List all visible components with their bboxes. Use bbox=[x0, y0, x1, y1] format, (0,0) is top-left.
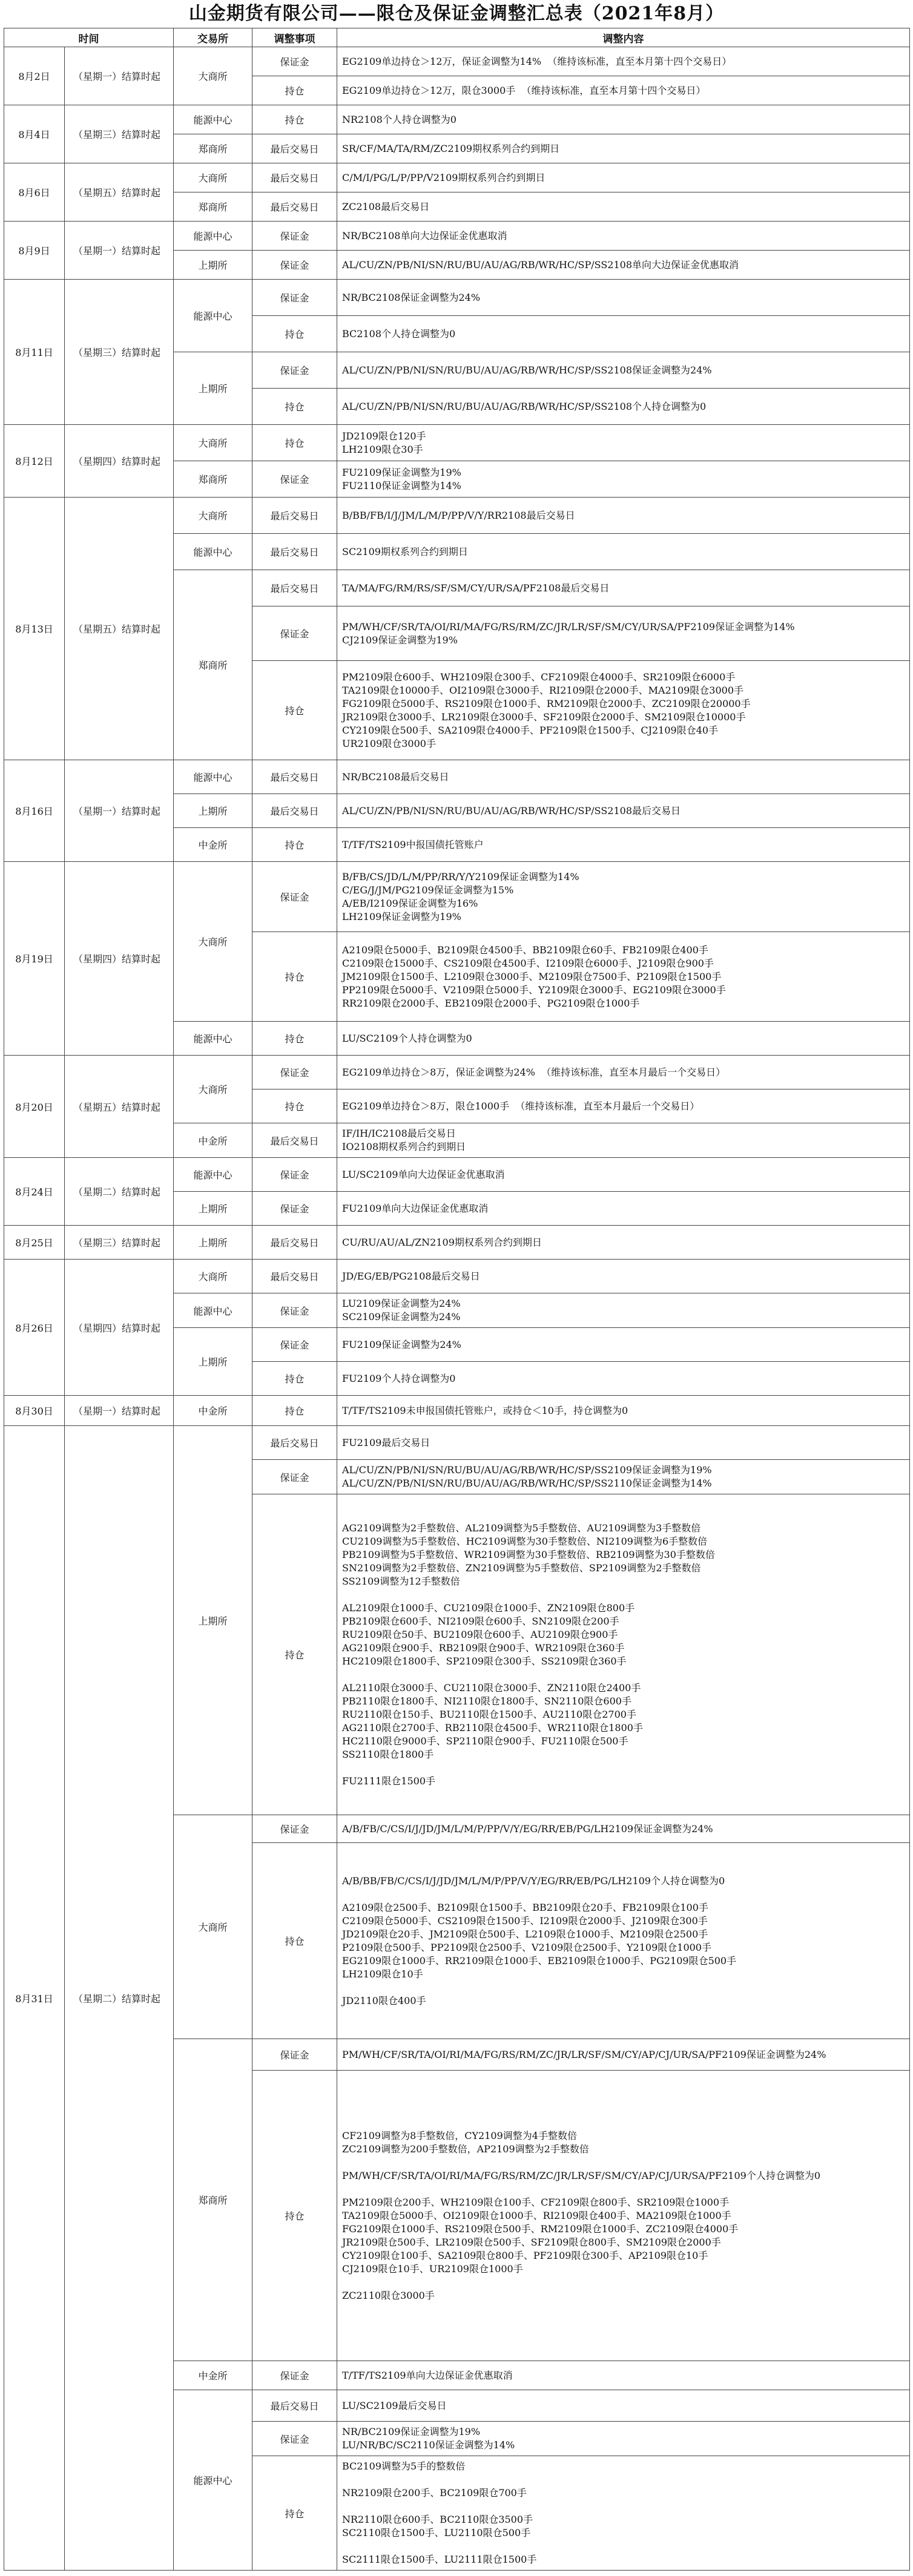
content-cell: BC2108个人持仓调整为0 bbox=[337, 316, 910, 352]
weekday-cell: （星期三）结算时起 bbox=[65, 280, 174, 425]
date-cell: 8月20日 bbox=[4, 1056, 65, 1158]
content-cell: LU2109保证金调整为24% SC2109保证金调整为24% bbox=[337, 1293, 910, 1328]
date-cell: 8月26日 bbox=[4, 1260, 65, 1396]
content-cell: A/B/FB/C/CS/I/J/JD/JM/L/M/P/PP/V/Y/EG/RR/EB/PG/LH2109保证金调整为24% bbox=[337, 1815, 910, 1843]
item-cell: 最后交易日 bbox=[252, 794, 337, 828]
content-cell: LU/SC2109个人持仓调整为0 bbox=[337, 1022, 910, 1056]
content-cell: PM/WH/CF/SR/TA/OI/RI/MA/FG/RS/RM/ZC/JR/LR/SF/SM/CY/AP/CJ/UR/SA/PF2109保证金调整为24% bbox=[337, 2039, 910, 2071]
item-cell: 持仓 bbox=[252, 105, 337, 134]
item-cell: 保证金 bbox=[252, 2039, 337, 2071]
item-cell: 持仓 bbox=[252, 316, 337, 352]
exchange-cell: 能源中心 bbox=[174, 2390, 252, 2571]
content-cell: NR/BC2108单向大边保证金优惠取消 bbox=[337, 222, 910, 251]
item-cell: 保证金 bbox=[252, 280, 337, 316]
exchange-cell: 上期所 bbox=[174, 352, 252, 425]
content-cell: NR2108个人持仓调整为0 bbox=[337, 105, 910, 134]
item-cell: 保证金 bbox=[252, 251, 337, 280]
exchange-cell: 大商所 bbox=[174, 163, 252, 192]
exchange-cell: 大商所 bbox=[174, 862, 252, 1022]
table-row bbox=[4, 1056, 910, 1089]
content-cell: NR/BC2108最后交易日 bbox=[337, 760, 910, 794]
exchange-cell: 中金所 bbox=[174, 2361, 252, 2390]
item-cell: 保证金 bbox=[252, 222, 337, 251]
content-cell: EG2109单边持仓＞8万，限仓1000手 （维持该标准，直至本月最后一个交易日） bbox=[337, 1089, 910, 1123]
content-cell: IF/IH/IC2108最后交易日 IO2108期权系列合约到期日 bbox=[337, 1123, 910, 1158]
table-row bbox=[4, 425, 910, 461]
item-cell: 保证金 bbox=[252, 1460, 337, 1494]
item-cell: 保证金 bbox=[252, 862, 337, 932]
exchange-cell: 郑商所 bbox=[174, 570, 252, 760]
header-content: 调整内容 bbox=[337, 28, 910, 47]
content-cell: SC2109期权系列合约到期日 bbox=[337, 534, 910, 570]
item-cell: 最后交易日 bbox=[252, 1426, 337, 1460]
item-cell: 保证金 bbox=[252, 352, 337, 389]
content-cell: AG2109调整为2手整数倍、AL2109调整为5手整数倍、AU2109调整为3手整数倍 CU2109调整为5手整数倍、HC2109调整为30手整数倍、NI2109调整为6手整数倍 PB2109调整为5手整数倍、WR2109调整为30手整数倍、RB2109调整为30手整数倍 SN2109调整为2手整数倍、ZN2109调整为5手整数倍、SP2109调整为2手整数倍 SS2109调整为12手整数倍 AL2109限仓1000手、CU2109限仓1000手、ZN2109限仓800手 PB2109限仓600手、NI2109限仓600手、SN2109限仓200手 RU2109限仓50手、BU2109限仓600手、AU2109限仓900手 AG2109限仓900手、RB2109限仓900手、WR2109限仓360手 HC2109限仓1800手、SP2109限仓300手、SS2109限仓360手 AL2110限仓3000手、CU2110限仓3000手、ZN2110限仓2400手 PB2110限仓1800手、NI2110限仓1800手、SN2110限仓600手 RU2110限仓150手、BU2110限仓1500手、AU2110限仓2700手 AG2110限仓2700手、RB2110限仓4500手、WR2110限仓1800手 HC2110限仓9000手、SP2110限仓900手、FU2110限仓500手 SS2110限仓1800手 FU2111限仓1500手 bbox=[337, 1494, 910, 1815]
table-row bbox=[4, 1260, 910, 1293]
item-cell: 最后交易日 bbox=[252, 1260, 337, 1293]
table-row bbox=[4, 222, 910, 251]
header-time: 时间 bbox=[4, 28, 174, 47]
item-cell: 保证金 bbox=[252, 1328, 337, 1362]
content-cell: CF2109调整为8手整数倍，CY2109调整为4手整数倍 ZC2109调整为200手整数倍，AP2109调整为2手整数倍 PM/WH/CF/SR/TA/OI/RI/MA/FG/RS/RM/ZC/JR/LR/SF/SM/CY/AP/CJ/UR/SA/PF2109个人持仓调整为0 PM2109限仓200手、WH2109限仓100手、CF2109限仓800手、SR2109限仓1000手 TA2109限仓5000手、OI2109限仓1000手、RI2109限仓400手、MA2109限仓1000手 FG2109限仓1000手、RS2109限仓500手、RM2109限仓1000手、ZC2109限仓4000手 JR2109限仓500手、LR2109限仓500手、SF2109限仓800手、SM2109限仓2000手 CY2109限仓100手、SA2109限仓800手、PF2109限仓300手、AP2109限仓10手 CJ2109限仓10手、UR2109限仓1000手 ZC2110限仓3000手 bbox=[337, 2071, 910, 2361]
content-cell: A/B/BB/FB/C/CS/I/J/JD/JM/L/M/P/PP/V/Y/EG/RR/EB/PG/LH2109个人持仓调整为0 A2109限仓2500手、B2109限仓1500手、BB2109限仓20手、FB2109限仓100手 C2109限仓5000手、CS2109限仓1500手、I2109限仓2000手、J2109限仓300手 JD2109限仓20手、JM2109限仓500手、L2109限仓1000手、M2109限仓2500手 P2109限仓500手、PP2109限仓2500手、V2109限仓2500手、Y2109限仓1000手 EG2109限仓1000手、RR2109限仓1000手、EB2109限仓1000手、PG2109限仓500手 LH2109限仓10手 JD2110限仓400手 bbox=[337, 1843, 910, 2039]
item-cell: 持仓 bbox=[252, 1022, 337, 1056]
exchange-cell: 郑商所 bbox=[174, 2039, 252, 2361]
date-cell: 8月4日 bbox=[4, 105, 65, 163]
date-cell: 8月12日 bbox=[4, 425, 65, 498]
item-cell: 最后交易日 bbox=[252, 1123, 337, 1158]
item-cell: 最后交易日 bbox=[252, 2390, 337, 2422]
adjustment-table bbox=[4, 28, 910, 2571]
item-cell: 保证金 bbox=[252, 47, 337, 76]
item-cell: 持仓 bbox=[252, 1843, 337, 2039]
exchange-cell: 上期所 bbox=[174, 251, 252, 280]
exchange-cell: 大商所 bbox=[174, 1815, 252, 2039]
exchange-cell: 郑商所 bbox=[174, 192, 252, 222]
date-cell: 8月2日 bbox=[4, 47, 65, 105]
content-cell: EG2109单边持仓＞12万，限仓3000手 （维持该标准，直至本月第十四个交易日） bbox=[337, 76, 910, 105]
item-cell: 持仓 bbox=[252, 1396, 337, 1426]
weekday-cell: （星期五）结算时起 bbox=[65, 163, 174, 222]
exchange-cell: 郑商所 bbox=[174, 461, 252, 498]
exchange-cell: 上期所 bbox=[174, 1192, 252, 1226]
exchange-cell: 上期所 bbox=[174, 794, 252, 828]
exchange-cell: 能源中心 bbox=[174, 105, 252, 134]
item-cell: 持仓 bbox=[252, 2456, 337, 2571]
weekday-cell: （星期四）结算时起 bbox=[65, 1260, 174, 1396]
exchange-cell: 大商所 bbox=[174, 1260, 252, 1293]
item-cell: 最后交易日 bbox=[252, 760, 337, 794]
content-cell: AL/CU/ZN/PB/NI/SN/RU/BU/AU/AG/RB/WR/HC/SP/SS2108最后交易日 bbox=[337, 794, 910, 828]
exchange-cell: 郑商所 bbox=[174, 134, 252, 163]
content-cell: T/TF/TS2109单向大边保证金优惠取消 bbox=[337, 2361, 910, 2390]
item-cell: 最后交易日 bbox=[252, 134, 337, 163]
item-cell: 保证金 bbox=[252, 2361, 337, 2390]
weekday-cell: （星期二）结算时起 bbox=[65, 1158, 174, 1226]
content-cell: AL/CU/ZN/PB/NI/SN/RU/BU/AU/AG/RB/WR/HC/SP/SS2109保证金调整为19% AL/CU/ZN/PB/NI/SN/RU/BU/AU/AG/RB/WR/HC/SP/SS2110保证金调整为14% bbox=[337, 1460, 910, 1494]
exchange-cell: 中金所 bbox=[174, 828, 252, 862]
content-cell: PM/WH/CF/SR/TA/OI/RI/MA/FG/RS/RM/ZC/JR/LR/SF/SM/CY/UR/SA/PF2109保证金调整为14% CJ2109保证金调整为19% bbox=[337, 606, 910, 661]
exchange-cell: 上期所 bbox=[174, 1226, 252, 1260]
content-cell: LU/SC2109单向大边保证金优惠取消 bbox=[337, 1158, 910, 1192]
content-cell: TA/MA/FG/RM/RS/SF/SM/CY/UR/SA/PF2108最后交易日 bbox=[337, 570, 910, 606]
weekday-cell: （星期四）结算时起 bbox=[65, 862, 174, 1056]
table-body bbox=[4, 47, 910, 2571]
item-cell: 持仓 bbox=[252, 76, 337, 105]
weekday-cell: （星期五）结算时起 bbox=[65, 1056, 174, 1158]
table-row bbox=[4, 1158, 910, 1192]
content-cell: JD/EG/EB/PG2108最后交易日 bbox=[337, 1260, 910, 1293]
item-cell: 持仓 bbox=[252, 1494, 337, 1815]
weekday-cell: （星期四）结算时起 bbox=[65, 425, 174, 498]
date-cell: 8月9日 bbox=[4, 222, 65, 280]
exchange-cell: 能源中心 bbox=[174, 534, 252, 570]
content-cell: FU2109保证金调整为19% FU2110保证金调整为14% bbox=[337, 461, 910, 498]
date-cell: 8月16日 bbox=[4, 760, 65, 862]
item-cell: 保证金 bbox=[252, 1815, 337, 1843]
content-cell: AL/CU/ZN/PB/NI/SN/RU/BU/AU/AG/RB/WR/HC/SP/SS2108单向大边保证金优惠取消 bbox=[337, 251, 910, 280]
exchange-cell: 中金所 bbox=[174, 1123, 252, 1158]
content-cell: FU2109个人持仓调整为0 bbox=[337, 1362, 910, 1396]
item-cell: 持仓 bbox=[252, 425, 337, 461]
date-cell: 8月13日 bbox=[4, 498, 65, 760]
content-cell: FU2109单向大边保证金优惠取消 bbox=[337, 1192, 910, 1226]
exchange-cell: 中金所 bbox=[174, 1396, 252, 1426]
table-row bbox=[4, 163, 910, 192]
weekday-cell: （星期二）结算时起 bbox=[65, 1426, 174, 2571]
item-cell: 持仓 bbox=[252, 932, 337, 1022]
content-cell: T/TF/TS2109未申报国债托管账户，或持仓＜10手，持仓调整为0 bbox=[337, 1396, 910, 1426]
table-row bbox=[4, 498, 910, 534]
date-cell: 8月19日 bbox=[4, 862, 65, 1056]
table-row bbox=[4, 862, 910, 932]
item-cell: 持仓 bbox=[252, 828, 337, 862]
content-cell: FU2109保证金调整为24% bbox=[337, 1328, 910, 1362]
exchange-cell: 能源中心 bbox=[174, 760, 252, 794]
date-cell: 8月25日 bbox=[4, 1226, 65, 1260]
date-cell: 8月31日 bbox=[4, 1426, 65, 2571]
content-cell: ZC2108最后交易日 bbox=[337, 192, 910, 222]
item-cell: 持仓 bbox=[252, 1089, 337, 1123]
exchange-cell: 大商所 bbox=[174, 498, 252, 534]
item-cell: 最后交易日 bbox=[252, 192, 337, 222]
exchange-cell: 能源中心 bbox=[174, 1293, 252, 1328]
item-cell: 保证金 bbox=[252, 2422, 337, 2456]
exchange-cell: 大商所 bbox=[174, 47, 252, 105]
item-cell: 持仓 bbox=[252, 2071, 337, 2361]
content-cell: C/M/I/PG/L/P/PP/V2109期权系列合约到期日 bbox=[337, 163, 910, 192]
content-cell: EG2109单边持仓＞12万，保证金调整为14% （维持该标准，直至本月第十四个交易日） bbox=[337, 47, 910, 76]
content-cell: B/FB/CS/JD/L/M/PP/RR/Y/Y2109保证金调整为14% C/EG/J/JM/PG2109保证金调整为15% A/EB/I2109保证金调整为16% LH2109保证金调整为19% bbox=[337, 862, 910, 932]
item-cell: 最后交易日 bbox=[252, 534, 337, 570]
header-item: 调整事项 bbox=[252, 28, 337, 47]
date-cell: 8月24日 bbox=[4, 1158, 65, 1226]
content-cell: NR/BC2108保证金调整为24% bbox=[337, 280, 910, 316]
item-cell: 最后交易日 bbox=[252, 498, 337, 534]
content-cell: T/TF/TS2109中报国债托管账户 bbox=[337, 828, 910, 862]
page-title: 山金期货有限公司——限仓及保证金调整汇总表（2021年8月） bbox=[188, 3, 725, 24]
content-cell: LU/SC2109最后交易日 bbox=[337, 2390, 910, 2422]
table-row bbox=[4, 1396, 910, 1426]
content-cell: AL/CU/ZN/PB/NI/SN/RU/BU/AU/AG/RB/WR/HC/SP/SS2108个人持仓调整为0 bbox=[337, 389, 910, 425]
content-cell: EG2109单边持仓＞8万，保证金调整为24% （维持该标准，直至本月最后一个交易日） bbox=[337, 1056, 910, 1089]
item-cell: 持仓 bbox=[252, 661, 337, 760]
item-cell: 保证金 bbox=[252, 1158, 337, 1192]
exchange-cell: 上期所 bbox=[174, 1426, 252, 1815]
weekday-cell: （星期一）结算时起 bbox=[65, 1396, 174, 1426]
item-cell: 保证金 bbox=[252, 1192, 337, 1226]
content-cell: NR/BC2109保证金调整为19% LU/NR/BC/SC2110保证金调整为14% bbox=[337, 2422, 910, 2456]
weekday-cell: （星期三）结算时起 bbox=[65, 1226, 174, 1260]
date-cell: 8月11日 bbox=[4, 280, 65, 425]
content-cell: A2109限仓5000手、B2109限仓4500手、BB2109限仓60手、FB2109限仓400手 C2109限仓15000手、CS2109限仓4500手、I2109限仓6000手、J2109限仓900手 JM2109限仓1500手、L2109限仓3000手、M2109限仓7500手、P2109限仓1500手 PP2109限仓5000手、V2109限仓5000手、Y2109限仓3000手、EG2109限仓3000手 RR2109限仓2000手、EB2109限仓2000手、PG2109限仓1000手 bbox=[337, 932, 910, 1022]
table-row bbox=[4, 1426, 910, 1460]
table-row bbox=[4, 280, 910, 316]
table-row bbox=[4, 105, 910, 134]
content-cell: CU/RU/AU/AL/ZN2109期权系列合约到期日 bbox=[337, 1226, 910, 1260]
item-cell: 最后交易日 bbox=[252, 163, 337, 192]
item-cell: 保证金 bbox=[252, 606, 337, 661]
table-row bbox=[4, 47, 910, 76]
item-cell: 保证金 bbox=[252, 1056, 337, 1089]
content-cell: JD2109限仓120手 LH2109限仓30手 bbox=[337, 425, 910, 461]
weekday-cell: （星期一）结算时起 bbox=[65, 222, 174, 280]
exchange-cell: 大商所 bbox=[174, 425, 252, 461]
table-row bbox=[4, 760, 910, 794]
item-cell: 最后交易日 bbox=[252, 1226, 337, 1260]
weekday-cell: （星期一）结算时起 bbox=[65, 47, 174, 105]
table-row bbox=[4, 1226, 910, 1260]
item-cell: 持仓 bbox=[252, 1362, 337, 1396]
table-header-row bbox=[4, 28, 910, 47]
content-cell: FU2109最后交易日 bbox=[337, 1426, 910, 1460]
item-cell: 最后交易日 bbox=[252, 570, 337, 606]
weekday-cell: （星期一）结算时起 bbox=[65, 760, 174, 862]
content-cell: AL/CU/ZN/PB/NI/SN/RU/BU/AU/AG/RB/WR/HC/SP/SS2108保证金调整为24% bbox=[337, 352, 910, 389]
item-cell: 保证金 bbox=[252, 461, 337, 498]
date-cell: 8月30日 bbox=[4, 1396, 65, 1426]
exchange-cell: 上期所 bbox=[174, 1328, 252, 1396]
content-cell: PM2109限仓600手、WH2109限仓300手、CF2109限仓4000手、SR2109限仓6000手 TA2109限仓10000手、OI2109限仓3000手、RI2109限仓2000手、MA2109限仓3000手 FG2109限仓5000手、RS2109限仓1000手、RM2109限仓2000手、ZC2109限仓20000手 JR2109限仓3000手、LR2109限仓3000手、SF2109限仓2000手、SM2109限仓10000手 CY2109限仓500手、SA2109限仓4000手、PF2109限仓1500手、CJ2109限仓40手 UR2109限仓3000手 bbox=[337, 661, 910, 760]
content-cell: BC2109调整为5手的整数倍 NR2109限仓200手、BC2109限仓700手 NR2110限仓600手、BC2110限仓3500手 SC2110限仓1500手、LU2110限仓500手 SC2111限仓1500手、LU2111限仓1500手 bbox=[337, 2456, 910, 2571]
item-cell: 保证金 bbox=[252, 1293, 337, 1328]
exchange-cell: 能源中心 bbox=[174, 1158, 252, 1192]
exchange-cell: 能源中心 bbox=[174, 1022, 252, 1056]
item-cell: 持仓 bbox=[252, 389, 337, 425]
exchange-cell: 能源中心 bbox=[174, 222, 252, 251]
date-cell: 8月6日 bbox=[4, 163, 65, 222]
header-exchange: 交易所 bbox=[174, 28, 252, 47]
content-cell: B/BB/FB/I/J/JM/L/M/P/PP/V/Y/RR2108最后交易日 bbox=[337, 498, 910, 534]
exchange-cell: 大商所 bbox=[174, 1056, 252, 1123]
content-cell: SR/CF/MA/TA/RM/ZC2109期权系列合约到期日 bbox=[337, 134, 910, 163]
exchange-cell: 能源中心 bbox=[174, 280, 252, 352]
weekday-cell: （星期五）结算时起 bbox=[65, 498, 174, 760]
weekday-cell: （星期三）结算时起 bbox=[65, 105, 174, 163]
